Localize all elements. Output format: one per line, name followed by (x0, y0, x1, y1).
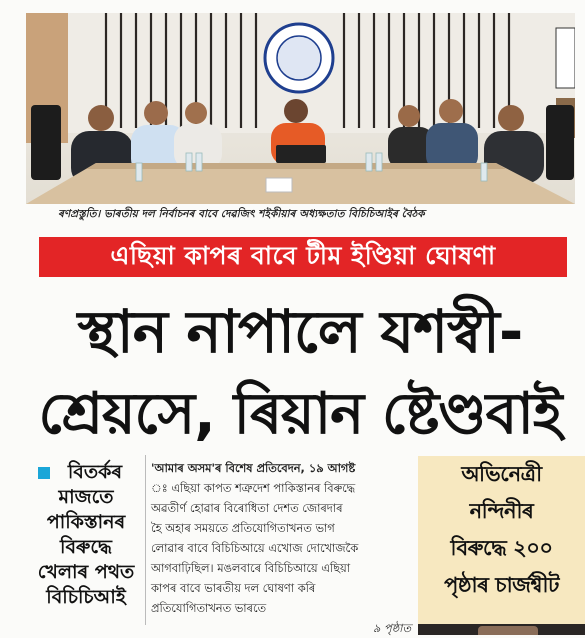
promo-photo-head (478, 626, 538, 635)
main-headline-line1: স্থান নাপালে যশস্বী- (77, 297, 523, 366)
promo-line: পৃষ্ঠাৰ চাৰ্জশ্বীট (444, 573, 559, 597)
sidebar-line: বিতৰ্কৰ (67, 461, 123, 483)
promo-line: অভিনেত্ৰী (461, 462, 542, 486)
main-headline-line2: শ্ৰেয়সে, ৰিয়ান ষ্টেণ্ডবাই (38, 381, 562, 447)
promo-line: নন্দিনীৰ (469, 499, 534, 523)
story-line: প্ৰতিযোগিতাখনত ভাৰতে (151, 601, 267, 615)
story-line: ঃ এছিয়া কাপত শত্ৰুদেশ পাকিস্তানৰ বিৰুদ্ধে (151, 481, 356, 495)
story-line: হৈ অহাৰ সময়তে প্ৰতিযোগিতাখনত ভাগ (151, 521, 335, 535)
column-divider (145, 455, 146, 625)
promo-box (418, 456, 585, 624)
story-line: অৱতীৰ্ণ হোৱাৰ বিৰোধিতা দেশত জোৰদাৰ (151, 501, 343, 515)
sidebar-line: পাকিস্তানৰ (46, 511, 126, 533)
promo-line: বিৰুদ্ধে ২০০ (450, 536, 553, 560)
story-byline: 'আমাৰ অসম'ৰ বিশেষ প্ৰতিবেদন, ১৯ আগষ্ট (151, 461, 356, 475)
story-line: আগবাঢ়িছিল। মঙলবাৰে বিচিচিআয়ে এছিয়া (151, 561, 351, 575)
photo-caption: ৰণপ্ৰস্তুতি। ভাৰতীয় দল নিৰ্বাচনৰ বাবে দেৱজিৎ শইকীয়াৰ অধ্যক্ষতাত বিচিচিআইৰ বৈঠক (58, 208, 425, 220)
sidebar-line: বিচিচিআই (46, 586, 126, 608)
sidebar-line: বিৰুদ্ধে (60, 536, 112, 558)
sidebar-line: খেলাৰ পথত (37, 561, 135, 583)
blue-square-icon (38, 467, 50, 479)
story-body (151, 458, 413, 638)
meeting-photo (26, 13, 575, 204)
page-reference: ৯ পৃষ্ঠাত (372, 621, 411, 635)
story-line: লোৱাৰ বাবে বিচিচিআয়ে এখোজ দোখোজকৈ (151, 541, 359, 555)
sidebar-line: মাজতে (58, 486, 114, 508)
red-banner-headline: এছিয়া কাপৰ বাবে টীম ইণ্ডিয়া ঘোষণা (39, 237, 567, 277)
sidebar-teaser (30, 460, 142, 610)
story-line: কাপৰ বাবে ভাৰতীয় দল ঘোষণা কৰি (151, 581, 316, 595)
meeting-room-photo-icon (26, 13, 575, 204)
